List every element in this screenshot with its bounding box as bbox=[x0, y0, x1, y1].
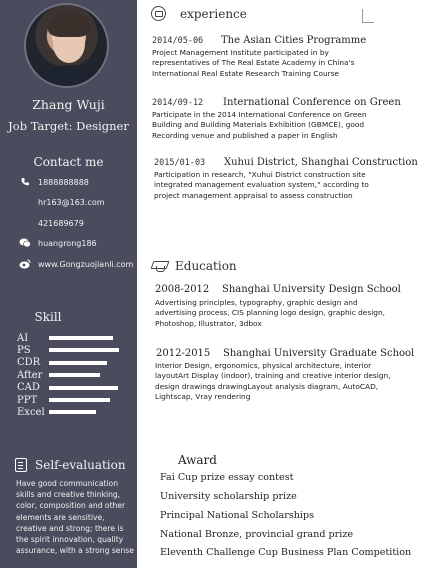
contact-heading: Contact me bbox=[33, 155, 104, 169]
education-description: Advertising principles, typography, graphic design and advertising process, CIS planning logo design, graphic design, Photoshop, Illustrator, 3dbox bbox=[155, 298, 385, 328]
contact-wechat-text: huangrong186 bbox=[38, 238, 97, 248]
contact-phone bbox=[18, 176, 89, 188]
skill-row bbox=[17, 394, 127, 406]
award-item: National Bronze, provincial grand prize bbox=[160, 529, 354, 540]
skill-row bbox=[17, 369, 127, 381]
skill-bar-track bbox=[49, 386, 127, 390]
experience-entry-title: International Conference on Green bbox=[223, 97, 401, 108]
skill-bar-fill bbox=[49, 373, 100, 377]
email-icon bbox=[18, 196, 32, 208]
self-evaluation-heading-row bbox=[15, 458, 126, 472]
contact-email bbox=[18, 196, 105, 208]
experience-entry-description: Project Management Institute participated in by representatives of The Real Estate Academy in China's International Real Estate Research Training Course bbox=[152, 48, 355, 78]
experience-entry-title: The Asian Cities Programme bbox=[221, 35, 367, 46]
graduation-cap-icon bbox=[151, 260, 169, 272]
award-item: University scholarship prize bbox=[160, 491, 297, 502]
avatar bbox=[24, 3, 109, 88]
contact-qq bbox=[18, 217, 84, 229]
experience-entry-date: 2015/01-03 bbox=[154, 158, 206, 168]
skill-bar-fill bbox=[49, 336, 113, 340]
education-description: Interior Design, ergonomics, physical architecture, interior layoutArt Display (indoor), training and creative interior design, design drawings drawingLayout analysis diagram, AutoCAD, Lightscap, Vray rendering bbox=[155, 361, 391, 402]
skill-heading: Skill bbox=[34, 310, 62, 324]
skill-bar-fill bbox=[49, 410, 96, 414]
award-item: Eleventh Challenge Cup Business Plan Competition bbox=[160, 547, 412, 558]
contact-weibo-text: www.Gongzuojianli.com bbox=[38, 259, 134, 269]
skill-bar-track bbox=[49, 410, 127, 414]
skill-label: PPT bbox=[17, 394, 38, 406]
experience-entry-3-head bbox=[154, 157, 418, 168]
phone-icon bbox=[18, 176, 32, 188]
education-school: Shanghai University Graduate School bbox=[223, 348, 415, 359]
education-years: 2008-2012 bbox=[155, 284, 210, 295]
education-heading-row bbox=[151, 259, 237, 273]
skill-label: CAD bbox=[17, 382, 40, 394]
sidebar bbox=[0, 0, 137, 568]
contact-phone-text: 1888888888 bbox=[38, 177, 89, 187]
skill-label: After bbox=[17, 369, 43, 381]
experience-entry-title: Xuhui District, Shanghai Construction bbox=[224, 157, 418, 168]
skill-bar-track bbox=[49, 336, 127, 340]
skill-row bbox=[17, 332, 127, 344]
skill-bar-fill bbox=[49, 361, 107, 365]
experience-entry-2-head bbox=[152, 97, 401, 108]
qq-icon bbox=[18, 217, 32, 229]
experience-entry-date: 2014/09-12 bbox=[152, 98, 204, 108]
experience-entry-description: Participate in the 2014 International Conference on Green Building and Building Materials Exhibition (GBMCE), good Recording venue and published a paper in English bbox=[152, 110, 367, 140]
skill-bar-fill bbox=[49, 386, 118, 390]
job-target: Job Target: Designer bbox=[8, 119, 129, 133]
skill-row bbox=[17, 357, 127, 369]
corner-decoration bbox=[362, 9, 374, 23]
experience-heading-row bbox=[151, 6, 247, 21]
education-years: 2012-2015 bbox=[156, 348, 211, 359]
contact-weibo bbox=[18, 258, 133, 270]
skill-row bbox=[17, 382, 127, 394]
self-evaluation-heading: Self-evaluation bbox=[35, 458, 126, 472]
skill-bar-fill bbox=[49, 348, 119, 352]
skill-row bbox=[17, 406, 127, 418]
experience-entry-date: 2014/05-06 bbox=[152, 36, 204, 46]
skill-label: Excel bbox=[17, 406, 45, 418]
wechat-icon bbox=[18, 237, 32, 249]
weibo-icon bbox=[18, 258, 32, 270]
contact-qq-text: 421689679 bbox=[38, 218, 84, 228]
skill-bar-track bbox=[49, 361, 127, 365]
skill-label: PS bbox=[17, 344, 31, 356]
self-evaluation-text: Have good communication skills and creative thinking, color, composition and other elements are sensitive, creative and strong; there is the spirit innovation, quality assurance, with a strong sense bbox=[16, 479, 134, 556]
experience-heading: experience bbox=[180, 6, 247, 21]
document-icon bbox=[15, 458, 27, 472]
education-entry-1-head bbox=[155, 284, 401, 295]
skill-bar-fill bbox=[49, 398, 110, 402]
contact-email-text: hr163@163.com bbox=[38, 197, 105, 207]
award-item: Fai Cup prize essay contest bbox=[160, 472, 294, 483]
skill-bar-track bbox=[49, 373, 127, 377]
skill-bar-track bbox=[49, 398, 127, 402]
skill-label: CDR bbox=[17, 357, 41, 369]
experience-entry-1-head bbox=[152, 35, 366, 46]
education-entry-2-head bbox=[156, 348, 414, 359]
skill-label: AI bbox=[17, 332, 29, 344]
award-item: Principal National Scholarships bbox=[160, 510, 315, 521]
experience-entry-description: Participation in research, "Xuhui District construction site integrated management evaluation system," according to project management appraisal to assess construction bbox=[154, 170, 369, 200]
education-school: Shanghai University Design School bbox=[222, 284, 401, 295]
profile-name: Zhang Wuji bbox=[32, 97, 105, 112]
briefcase-icon bbox=[151, 6, 166, 21]
award-heading: Award bbox=[178, 453, 217, 467]
skill-row bbox=[17, 344, 127, 356]
contact-wechat bbox=[18, 237, 97, 249]
skill-bar-track bbox=[49, 348, 127, 352]
education-heading: Education bbox=[175, 259, 237, 273]
